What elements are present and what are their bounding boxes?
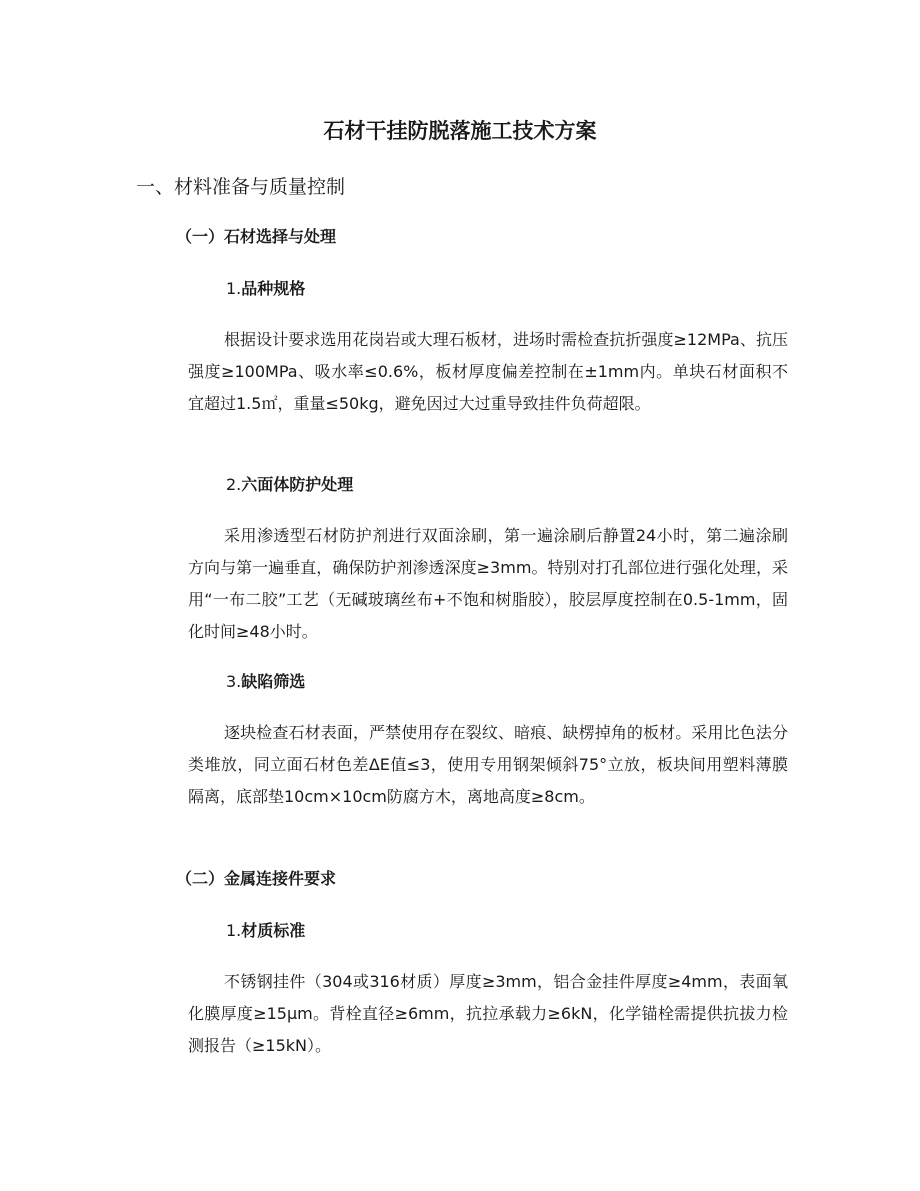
item-heading bbox=[226, 917, 305, 945]
item-number: 2. bbox=[226, 475, 242, 494]
subsection-heading: （二）金属连接件要求 bbox=[176, 869, 337, 888]
item-number: 3. bbox=[226, 672, 242, 691]
item-heading bbox=[226, 471, 353, 499]
item-number: 1. bbox=[226, 921, 242, 940]
item-heading bbox=[226, 668, 305, 696]
item-title: 材质标准 bbox=[241, 921, 306, 940]
item-title: 缺陷筛选 bbox=[241, 672, 306, 691]
paragraph: 逐块检查石材表面，严禁使用存在裂纹、暗痕、缺楞掉角的板材。采用比色法分类堆放，同立面石材色差ΔE值≤3，使用专用钢架倾斜75°立放，板块间用塑料薄膜隔离，底部垫10cm×10cm防腐方木，离地高度≥8cm。 bbox=[188, 723, 788, 806]
subsection-heading: （一）石材选择与处理 bbox=[176, 227, 337, 246]
item-heading bbox=[226, 275, 305, 303]
item-title: 六面体防护处理 bbox=[241, 475, 354, 494]
section-heading: 一、材料准备与质量控制 bbox=[136, 176, 346, 198]
item-number: 1. bbox=[226, 279, 242, 298]
paragraph: 根据设计要求选用花岗岩或大理石板材，进场时需检查抗折强度≥12MPa、抗压强度≥100MPa、吸水率≤0.6%，板材厚度偏差控制在±1mm内。单块石材面积不宜超过1.5㎡，重量≤50kg，避免因过大过重导致挂件负荷超限。 bbox=[188, 330, 788, 413]
paragraph: 不锈钢挂件（304或316材质）厚度≥3mm，铝合金挂件厚度≥4mm，表面氧化膜厚度≥15μm。背栓直径≥6mm，抗拉承载力≥6kN，化学锚栓需提供抗拔力检测报告（≥15kN）。 bbox=[188, 972, 788, 1055]
paragraph: 采用渗透型石材防护剂进行双面涂刷，第一遍涂刷后静置24小时，第二遍涂刷方向与第一遍垂直，确保防护剂渗透深度≥3mm。特别对打孔部位进行强化处理，采用“一布二胶”工艺（无碱玻璃丝布+不饱和树脂胶），胶层厚度控制在0.5-1mm，固化时间≥48小时。 bbox=[188, 526, 788, 641]
item-title: 品种规格 bbox=[241, 279, 306, 298]
document-title: 石材干挂防脱落施工技术方案 bbox=[323, 119, 597, 143]
